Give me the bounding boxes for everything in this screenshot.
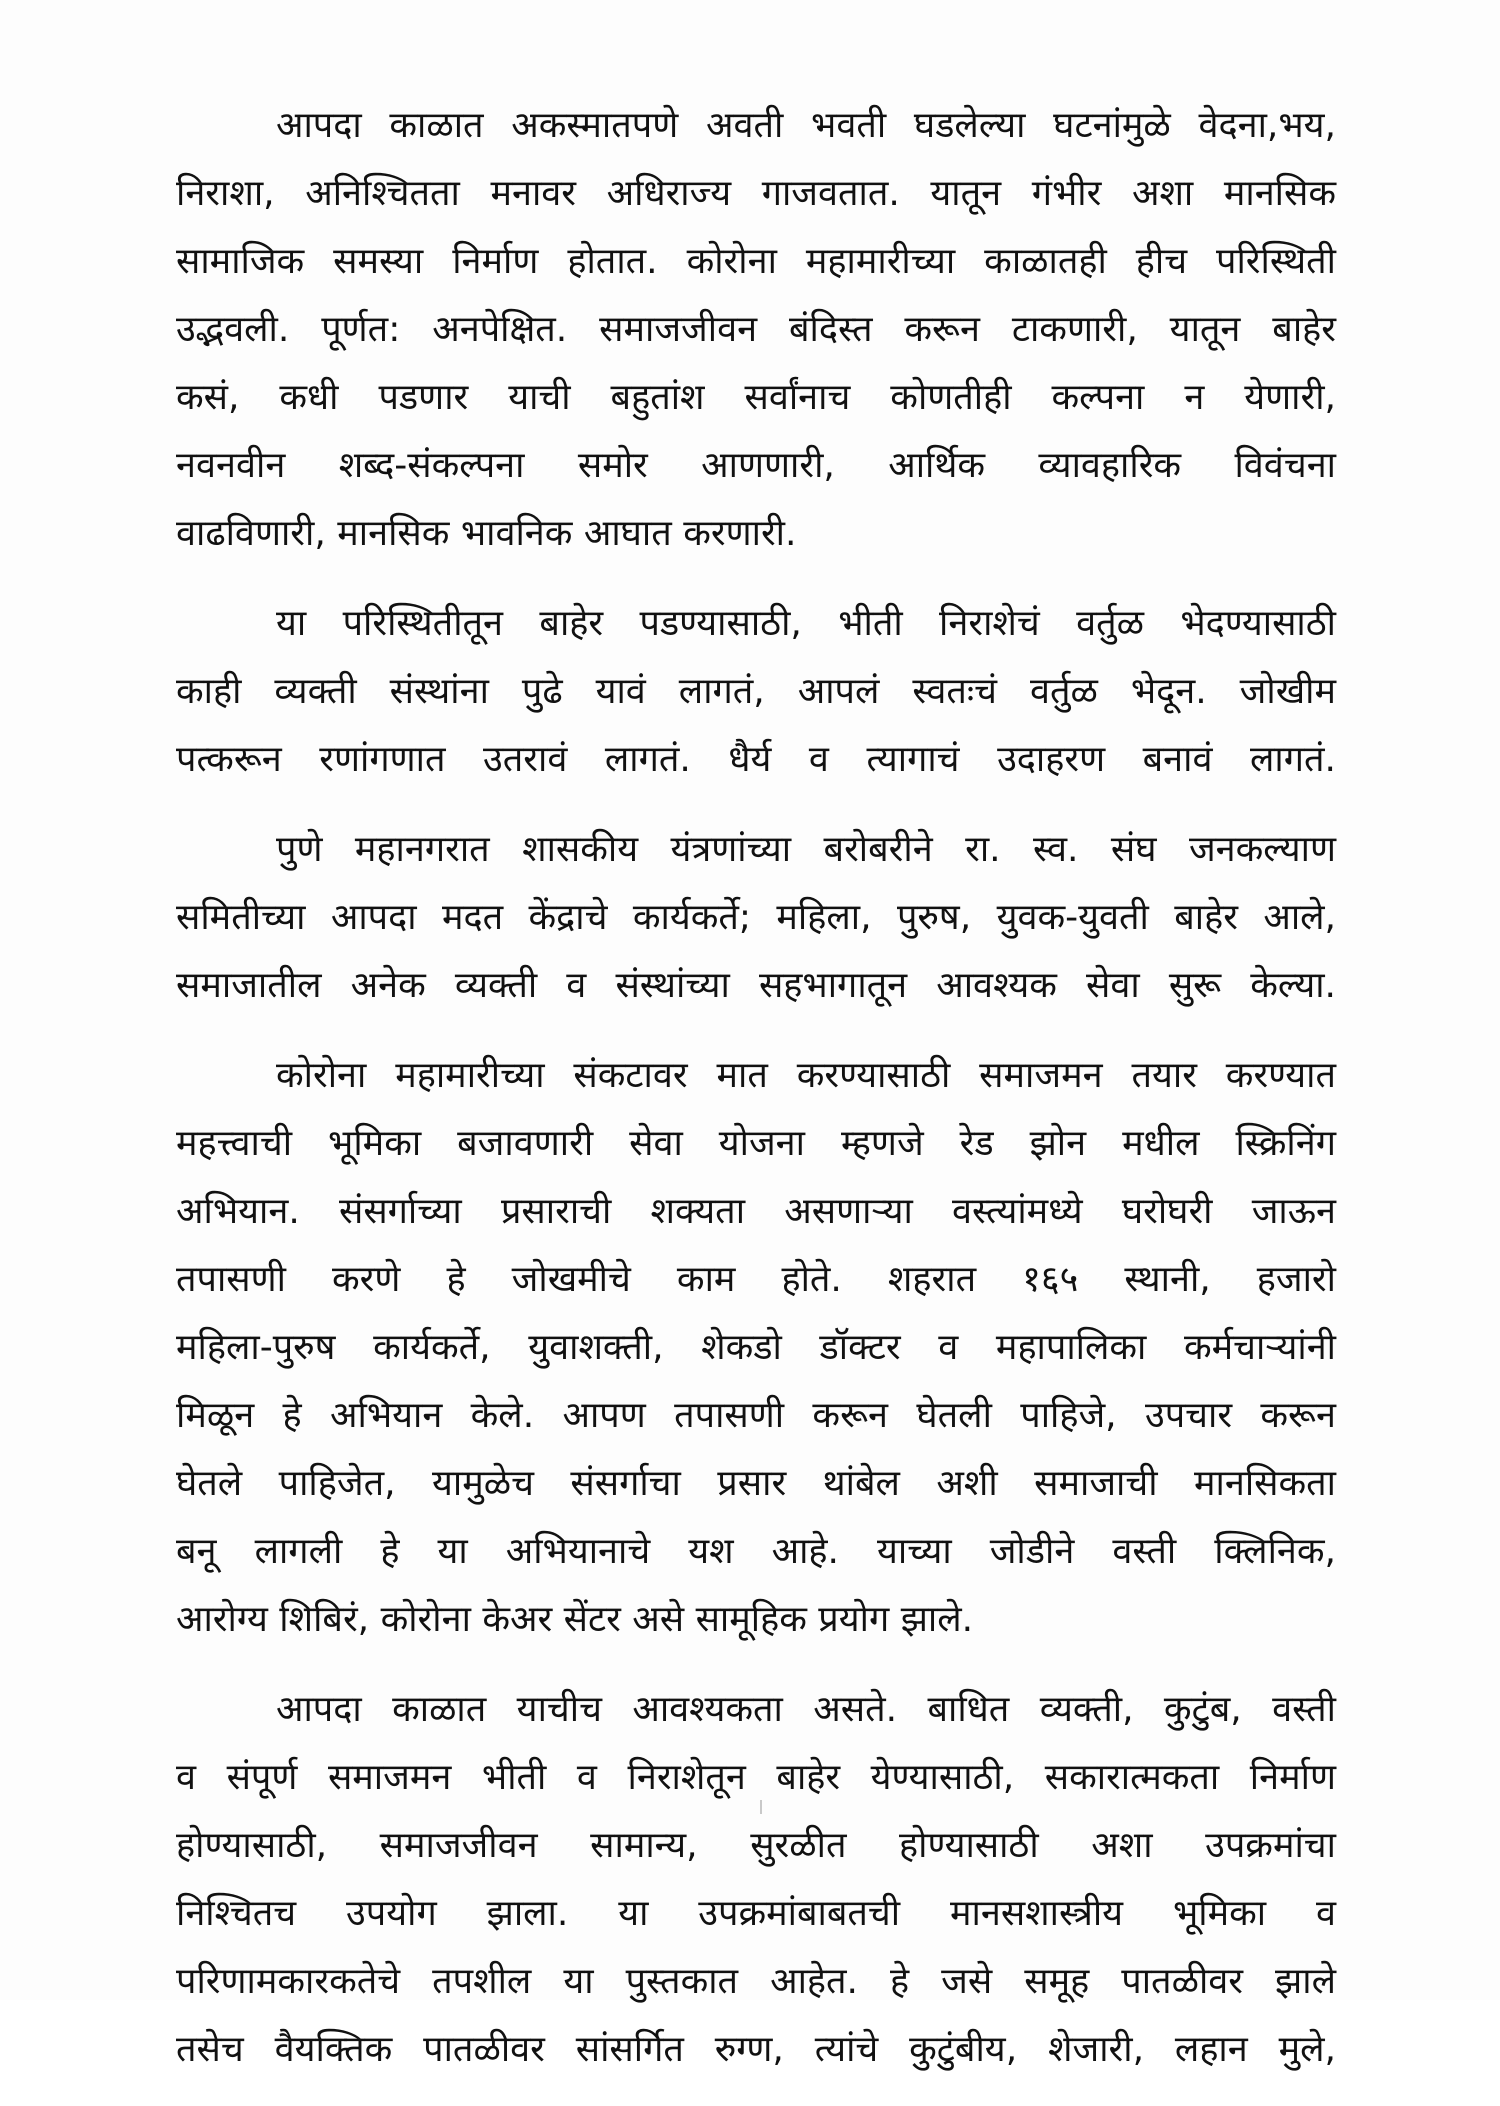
text-line: अभियान. संसर्गाच्या प्रसाराची शक्यता असणाऱ्या वस्त्यांमध्ये घरोघरी जाऊन	[176, 1191, 1336, 1232]
text-line: परिणामकारकतेचे तपशील या पुस्तकात आहेत. हे जसे समूह पातळीवर झाले	[176, 1961, 1336, 2002]
scan-artifact-mark	[760, 1800, 762, 1814]
paragraph-3	[176, 816, 1336, 1020]
paragraph-2	[176, 590, 1336, 794]
text-line: तसेच वैयक्तिक पातळीवर सांसर्गित रुग्ण, त्यांचे कुटुंबीय, शेजारी, लहान मुले,	[176, 2029, 1336, 2070]
text-line: निश्चितच उपयोग झाला. या उपक्रमांबाबतची मानसशास्त्रीय भूमिका व	[176, 1893, 1336, 1934]
text-line: काही व्यक्ती संस्थांना पुढे यावं लागतं, आपलं स्वतःचं वर्तुळ भेदून. जोखीम	[176, 671, 1336, 712]
text-line: आरोग्य शिबिरं, कोरोना केअर सेंटर असे सामूहिक प्रयोग झाले.	[176, 1599, 974, 1640]
text-line: पुणे महानगरात शासकीय यंत्रणांच्या बरोबरीने रा. स्व. संघ जनकल्याण	[276, 829, 1336, 870]
text-line: तपासणी करणे हे जोखमीचे काम होते. शहरात १६५ स्थानी, हजारो	[176, 1259, 1336, 1300]
text-line: नवनवीन शब्द-संकल्पना समोर आणणारी, आर्थिक व्यावहारिक विवंचना	[176, 445, 1336, 486]
text-line: कोरोना महामारीच्या संकटावर मात करण्यासाठी समाजमन तयार करण्यात	[276, 1055, 1336, 1096]
text-line: व संपूर्ण समाजमन भीती व निराशेतून बाहेर येण्यासाठी, सकारात्मकता निर्माण	[176, 1757, 1336, 1798]
text-line: निराशा, अनिश्चितता मनावर अधिराज्य गाजवतात. यातून गंभीर अशा मानसिक	[176, 173, 1336, 214]
paragraph-5	[176, 1676, 1336, 2084]
text-line: कसं, कधी पडणार याची बहुतांश सर्वांनाच कोणतीही कल्पना न येणारी,	[176, 377, 1336, 418]
text-line: घेतले पाहिजेत, यामुळेच संसर्गाचा प्रसार थांबेल अशी समाजाची मानसिकता	[176, 1463, 1336, 1504]
text-line: समाजातील अनेक व्यक्ती व संस्थांच्या सहभागातून आवश्यक सेवा सुरू केल्या.	[176, 965, 1336, 1006]
text-line: बनू लागली हे या अभियानाचे यश आहे. याच्या जोडीने वस्ती क्लिनिक,	[176, 1531, 1336, 1572]
text-line: पत्करून रणांगणात उतरावं लागतं. धैर्य व त्यागाचं उदाहरण बनावं लागतं.	[176, 739, 1336, 780]
paragraph-4	[176, 1042, 1336, 1654]
text-line: उद्भवली. पूर्णत: अनपेक्षित. समाजजीवन बंदिस्त करून टाकणारी, यातून बाहेर	[176, 309, 1336, 350]
text-line: या परिस्थितीतून बाहेर पडण्यासाठी, भीती निराशेचं वर्तुळ भेदण्यासाठी	[276, 603, 1336, 644]
text-line: सामाजिक समस्या निर्माण होतात. कोरोना महामारीच्या काळातही हीच परिस्थिती	[176, 241, 1336, 282]
text-line: महिला-पुरुष कार्यकर्ते, युवाशक्ती, शेकडो डॉक्टर व महापालिका कर्मचाऱ्यांनी	[176, 1327, 1336, 1368]
text-line: होण्यासाठी, समाजजीवन सामान्य, सुरळीत होण्यासाठी अशा उपक्रमांचा	[176, 1825, 1336, 1866]
text-line: समितीच्या आपदा मदत केंद्राचे कार्यकर्ते; महिला, पुरुष, युवक-युवती बाहेर आले,	[176, 897, 1336, 938]
text-line: महत्त्वाची भूमिका बजावणारी सेवा योजना म्हणजे रेड झोन मधील स्क्रिनिंग	[176, 1123, 1336, 1164]
paragraph-1	[176, 92, 1336, 568]
text-line: आपदा काळात अकस्मातपणे अवती भवती घडलेल्या घटनांमुळे वेदना,भय,	[276, 105, 1336, 146]
text-line: मिळून हे अभियान केले. आपण तपासणी करून घेतली पाहिजे, उपचार करून	[176, 1395, 1336, 1436]
text-line: वाढविणारी, मानसिक भावनिक आघात करणारी.	[176, 513, 797, 554]
text-line: आपदा काळात याचीच आवश्यकता असते. बाधित व्यक्ती, कुटुंब, वस्ती	[276, 1689, 1336, 1730]
body-text	[176, 92, 1336, 2106]
